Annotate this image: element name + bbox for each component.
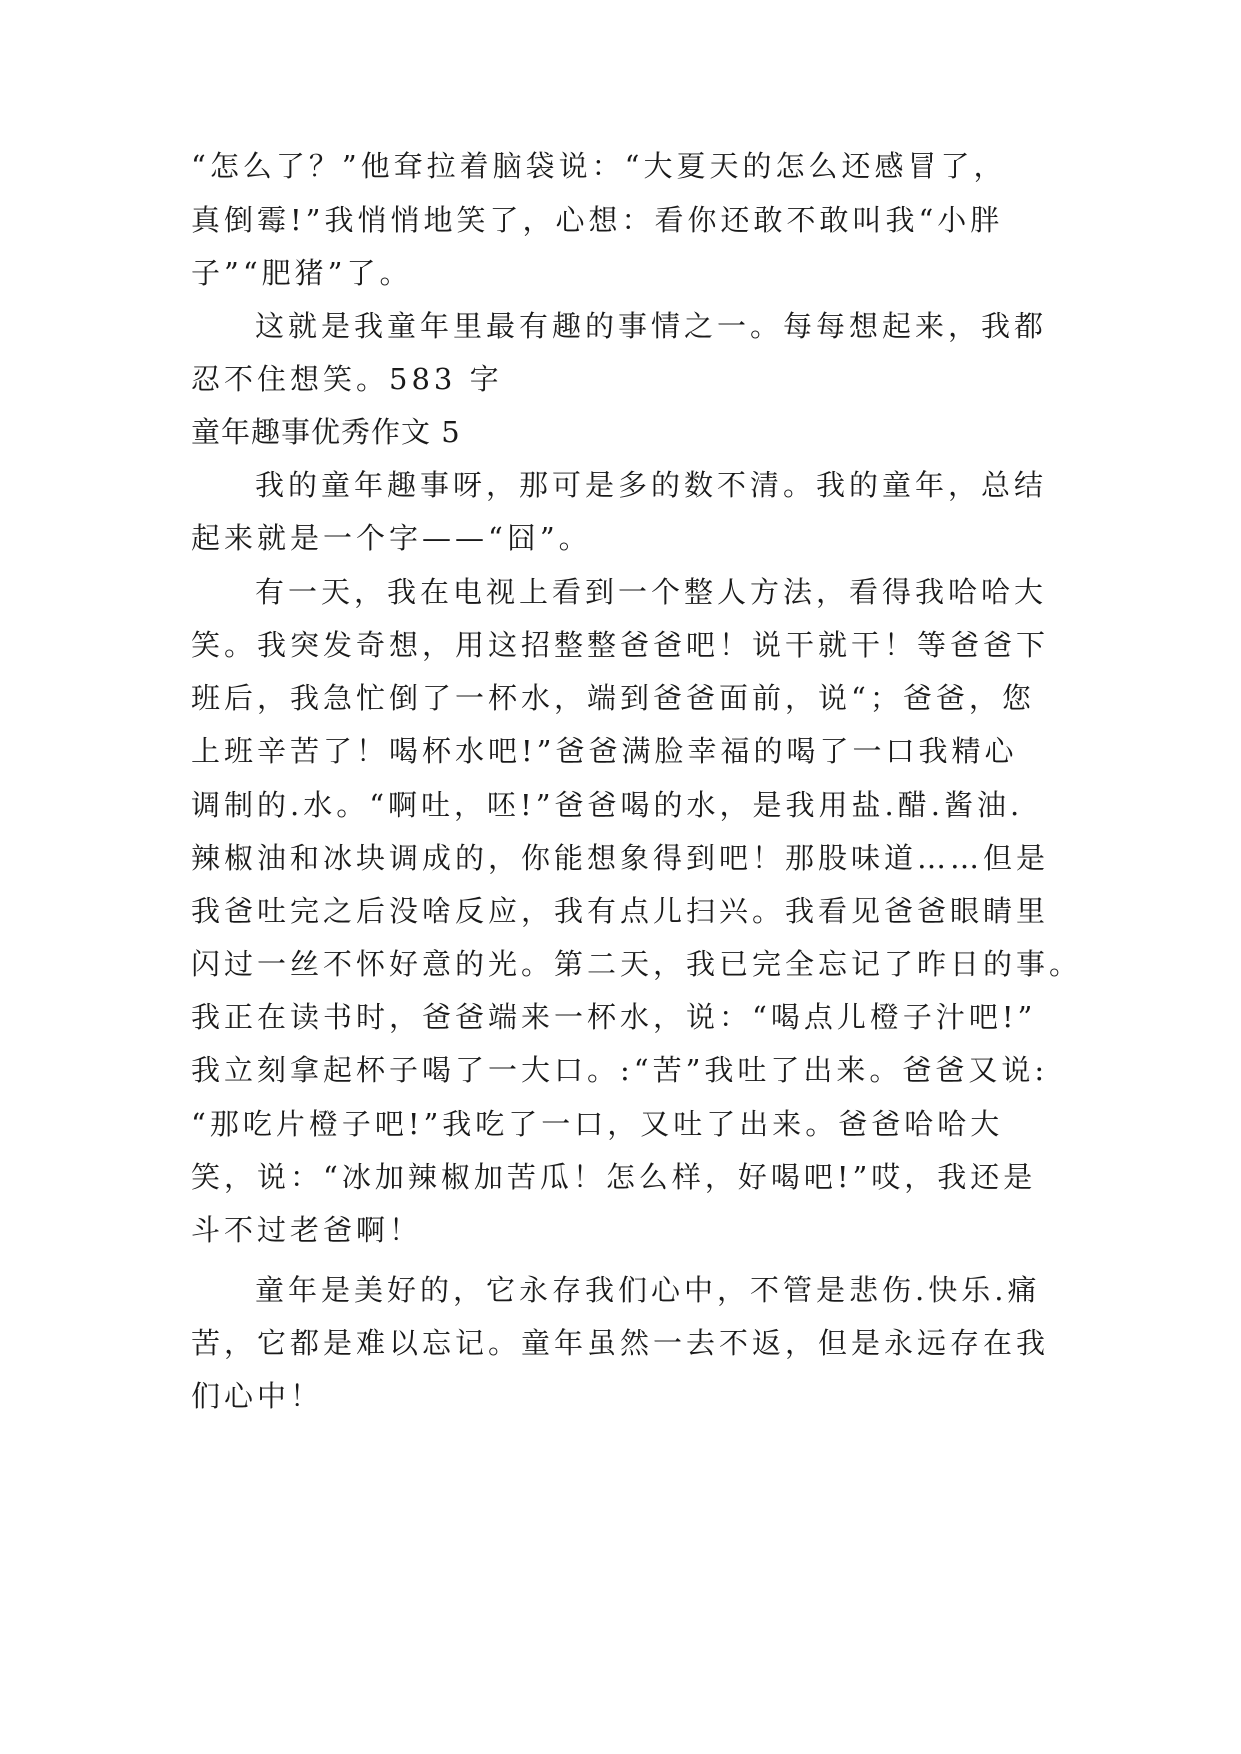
text-line: 忍不住想笑。583 字 — [191, 362, 503, 396]
text-line: 上班辛苦了！喝杯水吧!”爸爸满脸幸福的喝了一口我精心 — [191, 734, 1018, 768]
paragraph-line: 有一天，我在电视上看到一个整人方法，看得我哈哈大 — [255, 575, 1048, 609]
text-line: 我爸吐完之后没啥反应，我有点儿扫兴。我看见爸爸眼睛里 — [191, 894, 1050, 928]
text-line: 笑，说：“冰加辣椒加苦瓜！怎么样，好喝吧!”哎，我还是 — [191, 1160, 1037, 1194]
text-line: 斗不过老爸啊！ — [191, 1213, 423, 1247]
text-line: 闪过一丝不怀好意的光。第二天，我已完全忘记了昨日的事。 — [191, 947, 1083, 981]
text-line: 调制的.水。“啊吐，呸!”爸爸喝的水，是我用盐.醋.酱油. — [191, 788, 1024, 822]
paragraph-line: 我的童年趣事呀，那可是多的数不清。我的童年，总结 — [255, 468, 1048, 502]
text-line: “怎么了？”他耷拉着脑袋说：“大夏天的怎么还感冒了， — [191, 149, 1007, 183]
text-line: 苦，它都是难以忘记。童年虽然一去不返，但是永远存在我 — [191, 1326, 1050, 1360]
text-line: 笑。我突发奇想，用这招整整爸爸吧！说干就干！等爸爸下 — [191, 628, 1050, 662]
text-line: 辣椒油和冰块调成的，你能想象得到吧！那股味道……但是 — [191, 841, 1050, 875]
text-line: 子”“肥猪”了。 — [191, 256, 413, 290]
text-line: 我立刻拿起杯子喝了一大口。:“苦”我吐了出来。爸爸又说: — [191, 1053, 1049, 1087]
text-line: 真倒霉!”我悄悄地笑了，心想：看你还敢不敢叫我“小胖 — [191, 203, 1004, 237]
text-line: 们心中！ — [191, 1379, 324, 1413]
text-line: 班后，我急忙倒了一杯水，端到爸爸面前，说“；爸爸，您 — [191, 681, 1035, 715]
section-heading: 童年趣事优秀作文 5 — [191, 415, 461, 449]
text-line: “那吃片橙子吧!”我吃了一口，又吐了出来。爸爸哈哈大 — [191, 1107, 1004, 1141]
paragraph-line: 这就是我童年里最有趣的事情之一。每每想起来，我都 — [255, 309, 1048, 343]
paragraph-line: 童年是美好的，它永存我们心中，不管是悲伤.快乐.痛 — [255, 1273, 1041, 1307]
text-line: 我正在读书时，爸爸端来一杯水，说：“喝点儿橙子汁吧!” — [191, 1000, 1037, 1034]
text-line: 起来就是一个字——“囧”。 — [191, 521, 592, 555]
